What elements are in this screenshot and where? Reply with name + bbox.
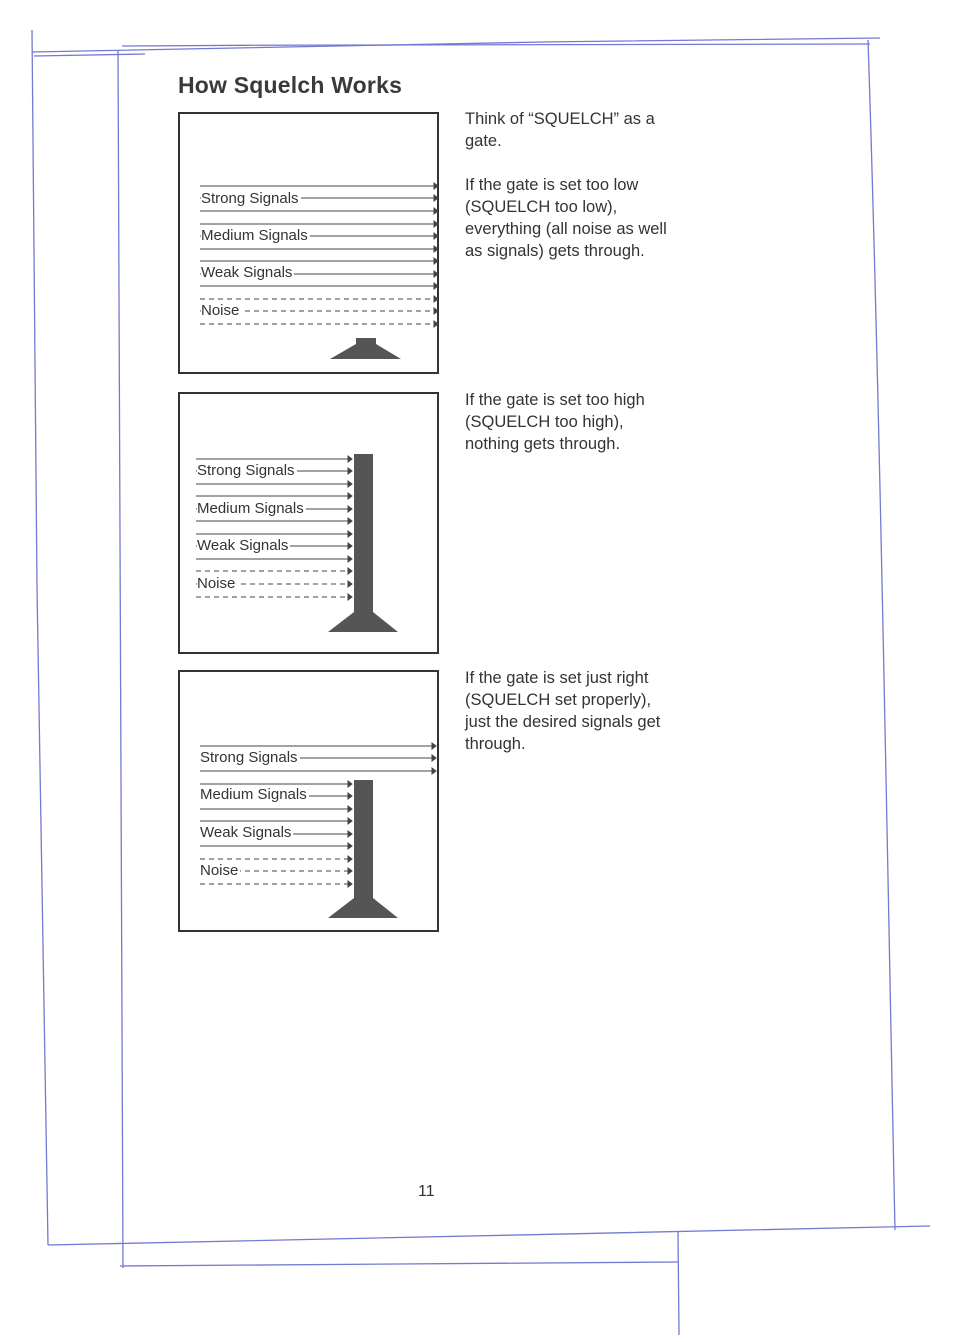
label-medium-signals: Medium Signals	[197, 500, 304, 517]
label-weak-signals: Weak Signals	[197, 537, 289, 554]
signal-arrows-gate-high	[180, 394, 441, 656]
gate-shape	[328, 454, 398, 632]
intro-text: Think of “SQUELCH” as a gate.	[465, 110, 655, 150]
label-medium-signals: Medium Signals	[201, 227, 308, 244]
label-noise: Noise	[200, 862, 239, 879]
diagram-gate-too-high	[178, 392, 439, 654]
diagram-gate-just-right	[178, 670, 439, 932]
label-noise: Noise	[201, 302, 240, 319]
label-strong-signals: Strong Signals	[200, 749, 298, 766]
gate-shape	[328, 780, 398, 918]
label-strong-signals: Strong Signals	[197, 462, 295, 479]
label-strong-signals: Strong Signals	[201, 190, 299, 207]
description-gate-just-right: If the gate is set just right (SQUELCH set properly), just the desired signals get through.	[465, 669, 661, 753]
description-gate-too-high: If the gate is set too high (SQUELCH too high), nothing gets through.	[465, 391, 645, 453]
label-weak-signals: Weak Signals	[201, 264, 293, 281]
label-weak-signals: Weak Signals	[200, 824, 292, 841]
gate-shape	[330, 338, 401, 359]
label-medium-signals: Medium Signals	[200, 786, 307, 803]
label-noise: Noise	[197, 575, 236, 592]
page-number: 11	[418, 1183, 435, 1200]
description-gate-too-low: If the gate is set too low (SQUELCH too low), everything (all noise as well as signals) gets through.	[465, 176, 667, 260]
diagram-gate-too-low	[178, 112, 439, 374]
signal-arrows-gate-low	[180, 114, 441, 376]
page-title: How Squelch Works	[178, 72, 403, 98]
